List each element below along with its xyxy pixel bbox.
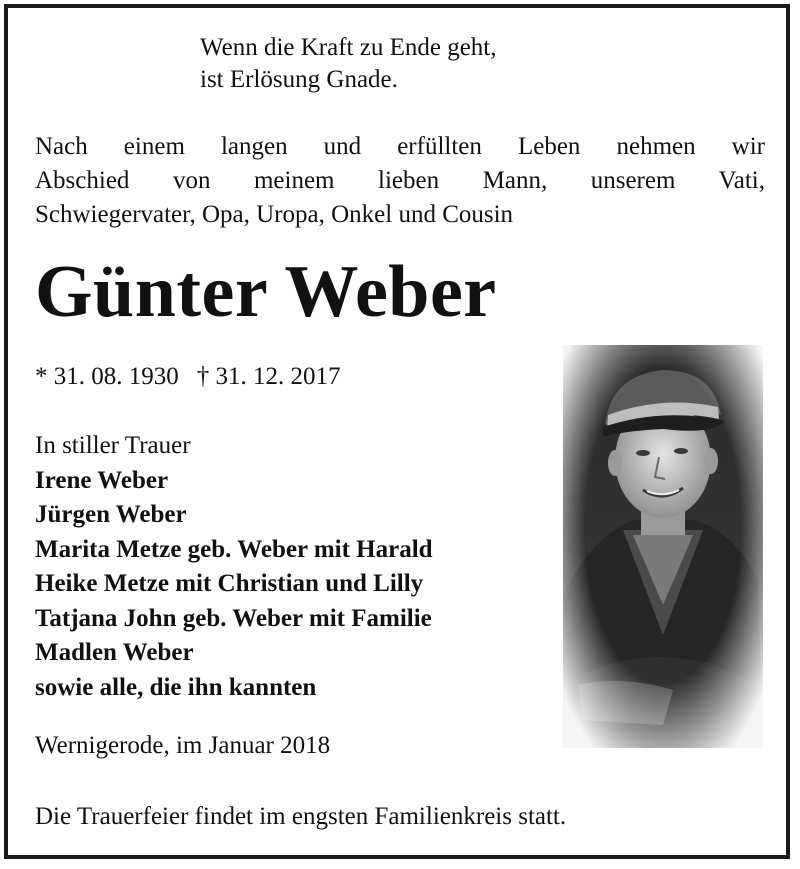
portrait-photo-icon xyxy=(563,345,763,748)
portrait-photo xyxy=(563,345,763,748)
verse-line: ist Erlösung Gnade. xyxy=(200,66,398,93)
intro-line: Nach einem langen und erfüllten Leben nehmen wir xyxy=(35,133,765,160)
mourners-heading: In stiller Trauer xyxy=(35,432,191,459)
intro-line: Abschied von meinem lieben Mann, unserem Vati, xyxy=(35,167,765,194)
mourner-name: Heike Metze mit Christian und Lilly xyxy=(35,570,424,597)
mourner-name: Jürgen Weber xyxy=(35,501,187,528)
mourner-name: Madlen Weber xyxy=(35,639,194,666)
mourner-name: sowie alle, die ihn kannten xyxy=(35,673,317,701)
mourners-block xyxy=(35,429,433,705)
service-note: Die Trauerfeier findet im engsten Familienkreis statt. xyxy=(35,803,567,830)
mourner-name: Marita Metze geb. Weber mit Harald xyxy=(35,535,433,563)
intro-line: Schwiegervater, Opa, Uropa, Onkel und Cousin xyxy=(35,201,514,228)
death-date: † 31. 12. 2017 xyxy=(196,363,341,390)
mourner-name: Tatjana John geb. Weber mit Familie xyxy=(35,604,432,632)
life-dates xyxy=(35,362,341,392)
verse xyxy=(200,32,496,96)
deceased-name: Günter Weber xyxy=(35,251,497,333)
mourner-name: Irene Weber xyxy=(35,466,169,494)
intro-text xyxy=(35,130,765,232)
birth-date: * 31. 08. 1930 xyxy=(35,363,179,390)
verse-line: Wenn die Kraft zu Ende geht, xyxy=(200,34,497,61)
place-date: Wernigerode, im Januar 2018 xyxy=(35,732,331,759)
